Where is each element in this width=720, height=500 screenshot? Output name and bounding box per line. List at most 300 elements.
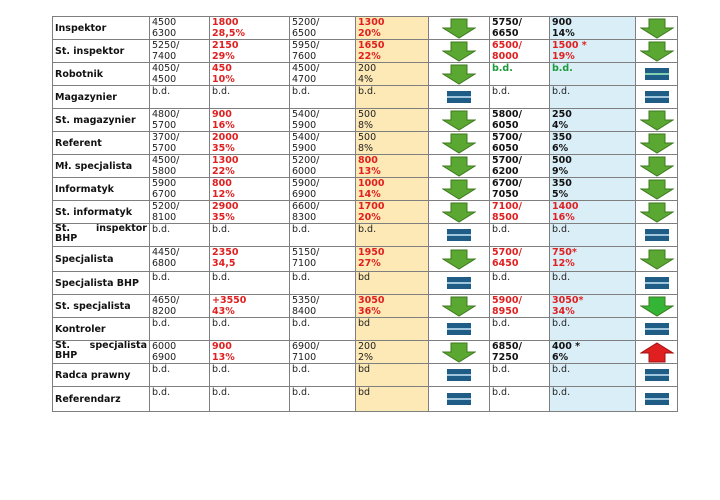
cell-value: 5900/ (292, 178, 320, 189)
salary-range-3 (490, 63, 550, 86)
cell-value: 22% (212, 166, 235, 177)
salary-range-3 (490, 109, 550, 132)
cell-value: 12% (212, 189, 235, 200)
increase-3 (550, 178, 636, 201)
increase-1 (210, 387, 290, 412)
cell-value: 2% (358, 352, 374, 363)
increase-3 (550, 364, 636, 387)
cell-value: 8% (358, 143, 374, 154)
table-row (53, 201, 678, 224)
cell-value: 35% (212, 212, 235, 223)
salary-range-2 (290, 178, 356, 201)
trend-indicator-1 (429, 341, 490, 364)
trend-indicator-2 (636, 63, 678, 86)
increase-2 (356, 224, 429, 247)
trend-indicator-2 (636, 109, 678, 132)
table-row (53, 364, 678, 387)
position-name: St. informatyk (53, 201, 150, 224)
increase-1 (210, 109, 290, 132)
increase-2 (356, 295, 429, 318)
increase-2 (356, 40, 429, 63)
position-name: Magazynier (53, 86, 150, 109)
cell-value: 750* (552, 247, 577, 258)
trend-indicator-2 (636, 178, 678, 201)
increase-1 (210, 224, 290, 247)
salary-range-2 (290, 295, 356, 318)
cell-value: 4500/ (292, 63, 320, 74)
cell-value: 34% (552, 306, 575, 317)
table-row (53, 387, 678, 412)
trend-indicator-2 (636, 201, 678, 224)
salary-range-1 (150, 63, 210, 86)
arrow-down-icon (640, 110, 674, 131)
cell-value: bd (358, 364, 371, 375)
position-name: Mł. specjalista (53, 155, 150, 178)
table-row (53, 109, 678, 132)
increase-2 (356, 86, 429, 109)
trend-indicator-1 (429, 17, 490, 40)
cell-value: 400 * (552, 341, 581, 352)
salary-range-1 (150, 224, 210, 247)
cell-value: 350 (552, 178, 572, 189)
cell-value: 6300 (152, 28, 177, 39)
cell-value: 14% (552, 28, 575, 39)
trend-indicator-1 (429, 272, 490, 295)
arrow-down-icon (640, 179, 674, 200)
position-name: Referendarz (53, 387, 150, 412)
cell-value: 3700/ (152, 132, 180, 143)
arrow-down-icon (442, 64, 476, 85)
table-row (53, 17, 678, 40)
equal-icon (447, 277, 471, 289)
trend-indicator-1 (429, 295, 490, 318)
cell-value: 6050 (492, 143, 519, 154)
position-name: Informatyk (53, 178, 150, 201)
cell-value: 2150 (212, 40, 239, 51)
cell-value: 5400/ (292, 109, 320, 120)
cell-value: 200 (358, 63, 377, 74)
salary-range-1 (150, 17, 210, 40)
table-row (53, 341, 678, 364)
salary-range-3 (490, 40, 550, 63)
position-name: St. specjalista BHP (53, 341, 150, 364)
position-name: Referent (53, 132, 150, 155)
cell-value: b.d. (152, 318, 171, 329)
cell-value: b.d. (292, 364, 311, 375)
equal-icon (645, 68, 669, 80)
cell-value: bd (358, 387, 371, 398)
cell-value: 800 (358, 155, 378, 166)
cell-value: 4500/ (152, 155, 180, 166)
cell-value: b.d. (292, 86, 311, 97)
increase-1 (210, 341, 290, 364)
trend-indicator-1 (429, 318, 490, 341)
cell-value: 4800/ (152, 109, 180, 120)
cell-value: 6000 (292, 166, 317, 177)
salary-range-2 (290, 109, 356, 132)
trend-indicator-1 (429, 86, 490, 109)
salary-range-3 (490, 247, 550, 272)
increase-1 (210, 178, 290, 201)
cell-value: 6650 (492, 28, 519, 39)
increase-3 (550, 40, 636, 63)
cell-value: 3050* (552, 295, 584, 306)
cell-value: 5200/ (292, 155, 320, 166)
cell-value: 5900 (292, 120, 317, 131)
trend-indicator-1 (429, 155, 490, 178)
table-row (53, 155, 678, 178)
equal-icon (645, 393, 669, 405)
table-body (53, 17, 678, 412)
increase-3 (550, 224, 636, 247)
increase-3 (550, 295, 636, 318)
salary-range-1 (150, 272, 210, 295)
table-row (53, 40, 678, 63)
cell-value: b.d. (152, 364, 171, 375)
equal-icon (447, 323, 471, 335)
increase-2 (356, 272, 429, 295)
arrow-down-icon (442, 110, 476, 131)
salary-range-2 (290, 224, 356, 247)
cell-value: bd (358, 272, 371, 283)
increase-2 (356, 201, 429, 224)
trend-indicator-1 (429, 63, 490, 86)
cell-value: b.d. (212, 224, 231, 235)
cell-value: 5250/ (152, 40, 180, 51)
cell-value: b.d. (492, 63, 513, 74)
increase-3 (550, 132, 636, 155)
increase-3 (550, 387, 636, 412)
increase-2 (356, 364, 429, 387)
cell-value: 5150/ (292, 247, 320, 258)
trend-indicator-1 (429, 109, 490, 132)
trend-indicator-2 (636, 155, 678, 178)
cell-value: 1950 (358, 247, 385, 258)
cell-value: 43% (212, 306, 235, 317)
cell-value: b.d. (358, 86, 377, 97)
arrow-down-icon (442, 179, 476, 200)
cell-value: 1000 (358, 178, 385, 189)
position-name: St. inspektor BHP (53, 224, 150, 247)
increase-3 (550, 17, 636, 40)
increase-1 (210, 247, 290, 272)
increase-3 (550, 109, 636, 132)
cell-value: 5200/ (152, 201, 180, 212)
cell-value: 20% (358, 212, 381, 223)
increase-1 (210, 295, 290, 318)
arrow-down-icon (640, 133, 674, 154)
cell-value: 5950/ (292, 40, 320, 51)
table-row (53, 86, 678, 109)
increase-2 (356, 318, 429, 341)
increase-1 (210, 132, 290, 155)
arrow-down-icon (640, 296, 674, 317)
cell-value: 6000 (152, 341, 177, 352)
position-name: St. magazynier (53, 109, 150, 132)
equal-icon (645, 323, 669, 335)
cell-value: 3050 (358, 295, 385, 306)
salary-range-1 (150, 86, 210, 109)
cell-value: b.d. (292, 318, 311, 329)
arrow-down-icon (640, 249, 674, 270)
trend-indicator-2 (636, 247, 678, 272)
table-row (53, 295, 678, 318)
salary-range-3 (490, 341, 550, 364)
increase-1 (210, 17, 290, 40)
increase-1 (210, 364, 290, 387)
salary-range-1 (150, 178, 210, 201)
cell-value: b.d. (292, 387, 311, 398)
increase-2 (356, 178, 429, 201)
arrow-down-icon (442, 249, 476, 270)
cell-value: b.d. (492, 318, 511, 329)
increase-2 (356, 155, 429, 178)
salary-range-2 (290, 63, 356, 86)
cell-value: 27% (358, 258, 381, 269)
cell-value: 14% (358, 189, 381, 200)
cell-value: 1300 (212, 155, 239, 166)
arrow-down-icon (442, 296, 476, 317)
salary-range-3 (490, 17, 550, 40)
increase-3 (550, 86, 636, 109)
trend-indicator-2 (636, 17, 678, 40)
cell-value: b.d. (152, 387, 171, 398)
cell-value: 13% (212, 352, 235, 363)
cell-value: 8% (358, 120, 374, 131)
salary-range-3 (490, 364, 550, 387)
cell-value: 5900/ (492, 295, 522, 306)
increase-1 (210, 86, 290, 109)
arrow-down-icon (640, 18, 674, 39)
cell-value: 36% (358, 306, 381, 317)
cell-value: 6600/ (292, 201, 320, 212)
increase-3 (550, 155, 636, 178)
cell-value: 6% (552, 352, 569, 363)
cell-value: 6500 (292, 28, 317, 39)
cell-value: 16% (552, 212, 575, 223)
cell-value: 5800 (152, 166, 177, 177)
trend-indicator-1 (429, 387, 490, 412)
cell-value: +3550 (212, 295, 247, 306)
cell-value: b.d. (492, 272, 511, 283)
cell-value: b.d. (552, 318, 571, 329)
cell-value: 5800/ (492, 109, 522, 120)
cell-value: 250 (552, 109, 572, 120)
cell-value: 5700 (152, 120, 177, 131)
salary-range-1 (150, 109, 210, 132)
cell-value: 29% (212, 51, 235, 62)
increase-3 (550, 341, 636, 364)
trend-indicator-1 (429, 40, 490, 63)
equal-icon (645, 229, 669, 241)
cell-value: 2000 (212, 132, 239, 143)
cell-value: 5200/ (292, 17, 320, 28)
salary-range-3 (490, 295, 550, 318)
salary-range-2 (290, 201, 356, 224)
salary-range-1 (150, 318, 210, 341)
cell-value: 6200 (492, 166, 519, 177)
cell-value: 19% (552, 51, 575, 62)
increase-1 (210, 272, 290, 295)
salary-range-2 (290, 364, 356, 387)
arrow-down-icon (640, 41, 674, 62)
cell-value: 20% (358, 28, 381, 39)
cell-value: b.d. (358, 224, 377, 235)
cell-value: bd (358, 318, 371, 329)
cell-value: 4% (358, 74, 374, 85)
arrow-down-icon (640, 202, 674, 223)
cell-value: b.d. (292, 224, 311, 235)
salary-range-3 (490, 318, 550, 341)
trend-indicator-2 (636, 295, 678, 318)
cell-value: 4500 (152, 74, 177, 85)
table-row (53, 247, 678, 272)
cell-value: 6700/ (492, 178, 522, 189)
salary-range-2 (290, 272, 356, 295)
trend-indicator-1 (429, 178, 490, 201)
arrow-down-icon (442, 18, 476, 39)
cell-value: b.d. (212, 364, 231, 375)
arrow-down-icon (442, 342, 476, 363)
salary-range-1 (150, 387, 210, 412)
cell-value: 8300 (292, 212, 317, 223)
cell-value: b.d. (152, 86, 171, 97)
cell-value: 4050/ (152, 63, 180, 74)
cell-value: 2350 (212, 247, 239, 258)
cell-value: 6900/ (292, 341, 320, 352)
cell-value: 12% (552, 258, 575, 269)
cell-value: b.d. (492, 224, 511, 235)
trend-indicator-1 (429, 224, 490, 247)
cell-value: 34,5 (212, 258, 236, 269)
cell-value: 900 (212, 109, 232, 120)
cell-value: 6900 (292, 189, 317, 200)
position-name: St. specjalista (53, 295, 150, 318)
cell-value: b.d. (212, 387, 231, 398)
increase-1 (210, 40, 290, 63)
cell-value: 4% (552, 120, 569, 131)
position-name: St. inspektor (53, 40, 150, 63)
salary-range-2 (290, 341, 356, 364)
cell-value: b.d. (212, 86, 231, 97)
cell-value: 1800 (212, 17, 239, 28)
cell-value: 1500 * (552, 40, 587, 51)
cell-value: b.d. (552, 272, 571, 283)
cell-value: 7400 (152, 51, 177, 62)
trend-indicator-2 (636, 318, 678, 341)
cell-value: 5700/ (492, 247, 522, 258)
salary-range-2 (290, 40, 356, 63)
increase-1 (210, 155, 290, 178)
cell-value: 1700 (358, 201, 385, 212)
cell-value: 900 (552, 17, 572, 28)
salary-range-2 (290, 132, 356, 155)
cell-value: 8950 (492, 306, 519, 317)
trend-indicator-2 (636, 40, 678, 63)
table-row (53, 178, 678, 201)
cell-value: 35% (212, 143, 235, 154)
salary-range-3 (490, 86, 550, 109)
cell-value: b.d. (552, 63, 573, 74)
trend-indicator-2 (636, 387, 678, 412)
cell-value: b.d. (212, 318, 231, 329)
equal-icon (447, 91, 471, 103)
salary-range-1 (150, 295, 210, 318)
increase-3 (550, 63, 636, 86)
arrow-down-icon (442, 156, 476, 177)
trend-indicator-2 (636, 86, 678, 109)
cell-value: 6800 (152, 258, 177, 269)
cell-value: b.d. (152, 272, 171, 283)
salary-range-3 (490, 387, 550, 412)
equal-icon (447, 369, 471, 381)
trend-indicator-2 (636, 132, 678, 155)
increase-2 (356, 17, 429, 40)
cell-value: 4700 (292, 74, 317, 85)
cell-value: b.d. (492, 86, 511, 97)
equal-icon (447, 393, 471, 405)
cell-value: 900 (212, 341, 232, 352)
cell-value: b.d. (552, 364, 571, 375)
trend-indicator-1 (429, 132, 490, 155)
cell-value: 7600 (292, 51, 317, 62)
increase-2 (356, 247, 429, 272)
salary-range-2 (290, 17, 356, 40)
cell-value: 350 (552, 132, 572, 143)
cell-value: 1300 (358, 17, 385, 28)
cell-value: 6500/ (492, 40, 522, 51)
cell-value: 7100 (292, 258, 317, 269)
cell-value: 4500 (152, 17, 177, 28)
cell-value: 5900 (152, 178, 177, 189)
salary-range-1 (150, 341, 210, 364)
position-name: Inspektor (53, 17, 150, 40)
trend-indicator-1 (429, 201, 490, 224)
cell-value: 800 (212, 178, 232, 189)
increase-3 (550, 201, 636, 224)
cell-value: 500 (358, 132, 377, 143)
salary-range-3 (490, 155, 550, 178)
arrow-down-icon (640, 156, 674, 177)
cell-value: 5700 (152, 143, 177, 154)
table-row (53, 63, 678, 86)
cell-value: 28,5% (212, 28, 245, 39)
cell-value: b.d. (552, 224, 571, 235)
salary-range-1 (150, 364, 210, 387)
cell-value: 500 (552, 155, 572, 166)
table-row (53, 318, 678, 341)
cell-value: 1400 (552, 201, 579, 212)
cell-value: b.d. (492, 364, 511, 375)
salary-range-2 (290, 318, 356, 341)
salary-range-1 (150, 155, 210, 178)
salary-range-3 (490, 201, 550, 224)
equal-icon (447, 229, 471, 241)
salary-comparison-table (52, 16, 678, 412)
increase-2 (356, 63, 429, 86)
cell-value: 7050 (492, 189, 519, 200)
trend-indicator-2 (636, 224, 678, 247)
cell-value: b.d. (152, 224, 171, 235)
equal-icon (645, 277, 669, 289)
increase-2 (356, 109, 429, 132)
cell-value: 22% (358, 51, 381, 62)
cell-value: 8500 (492, 212, 519, 223)
cell-value: b.d. (552, 86, 571, 97)
cell-value: b.d. (212, 272, 231, 283)
cell-value: b.d. (292, 272, 311, 283)
salary-range-3 (490, 132, 550, 155)
